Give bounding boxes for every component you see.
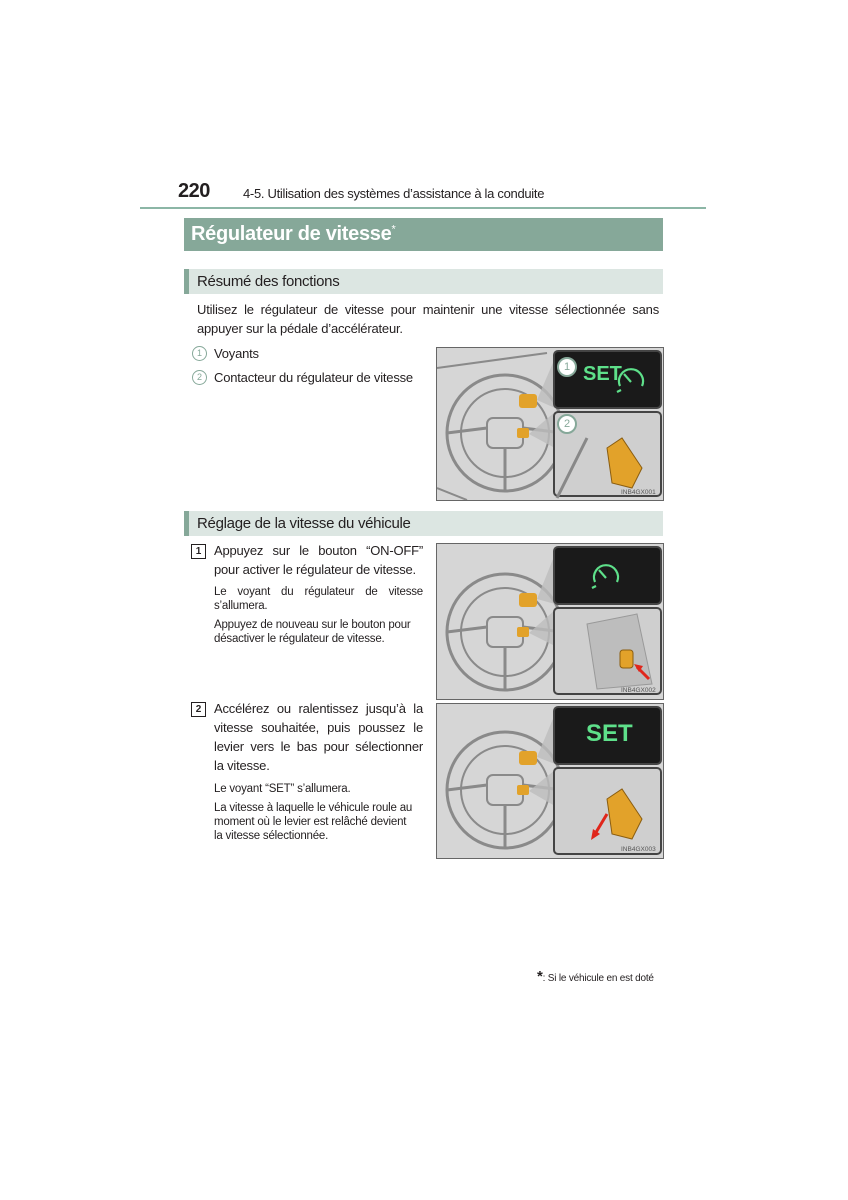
step2-note1: Le voyant “SET” s’allumera. — [214, 783, 351, 795]
figure-dashboard-overview — [436, 347, 664, 501]
figure-callout-1: 1 — [563, 361, 571, 373]
step1-note2-line2: désactiver le régulateur de vitesse. — [214, 633, 385, 645]
step2-line-2: vitesse souhaitée, puis poussez le — [214, 720, 423, 735]
on-off-button-icon — [620, 650, 633, 668]
step2-line-4: la vitesse. — [214, 758, 270, 773]
switch-panel — [554, 768, 661, 854]
step2-line-3: levier vers le bas pour sélectionner — [214, 739, 423, 754]
figure-on-off-button — [436, 543, 664, 700]
title-footnote-mark: * — [391, 223, 396, 236]
set-indicator: SET — [583, 363, 622, 385]
section-heading-text: Résumé des fonctions — [197, 273, 340, 290]
footnote-text: : Si le véhicule en est doté — [542, 973, 654, 984]
callout-number: 2 — [192, 370, 207, 385]
figure-code: INB4GX003 — [621, 846, 656, 853]
page-title — [191, 223, 395, 246]
step1-note1-line2: s’allumera. — [214, 600, 268, 612]
header-rule — [140, 207, 706, 209]
step2-note2-line2: moment où le levier est relâché devient — [214, 816, 407, 828]
step2-line-1: Accélérez ou ralentissez jusqu’à la — [214, 701, 423, 716]
chapter-title: 4-5. Utilisation des systèmes d’assistance à la conduite — [243, 186, 545, 201]
intro-line-1: Utilisez le régulateur de vitesse pour maintenir une vitesse sélectionnée sans — [197, 302, 659, 317]
step1-note1-line1: Le voyant du régulateur de vitesse — [214, 586, 423, 598]
lever-highlight — [517, 428, 529, 438]
section-heading-speed-setting — [184, 511, 663, 536]
indicator-highlight — [519, 394, 537, 408]
figure-code: INB4GX001 — [621, 489, 656, 496]
set-indicator: SET — [586, 720, 633, 747]
figure-callout-2: 2 — [563, 418, 571, 430]
step2-note2-line1: La vitesse à laquelle le véhicule roule au — [214, 802, 413, 814]
footnote — [537, 968, 654, 985]
step1-note2-line1: Appuyez de nouveau sur le bouton pour — [214, 619, 411, 631]
figure-set-lever — [436, 703, 664, 859]
page-title-text: Régulateur de vitesse — [191, 223, 392, 245]
section-heading-summary — [184, 269, 663, 294]
step-number-2: 2 — [191, 702, 206, 717]
step-number-1: 1 — [191, 544, 206, 559]
intro-line-2: appuyer sur la pédale d’accélérateur. — [197, 321, 403, 336]
figure-code: INB4GX002 — [621, 687, 656, 694]
footnote-mark: * — [537, 968, 543, 985]
step2-note2-line3: la vitesse sélectionnée. — [214, 830, 329, 842]
page-number: 220 — [178, 180, 210, 202]
indicator-panel — [554, 547, 661, 604]
legend-item-switch: Contacteur du régulateur de vitesse — [214, 370, 413, 385]
callout-number: 1 — [192, 346, 207, 361]
legend-item-voyants: Voyants — [214, 346, 259, 361]
step1-line-2: pour activer le régulateur de vitesse. — [214, 562, 416, 577]
section-heading-text: Réglage de la vitesse du véhicule — [197, 515, 411, 532]
step1-line-1: Appuyez sur le bouton “ON-OFF” — [214, 543, 423, 558]
page-title-bar — [184, 218, 663, 251]
